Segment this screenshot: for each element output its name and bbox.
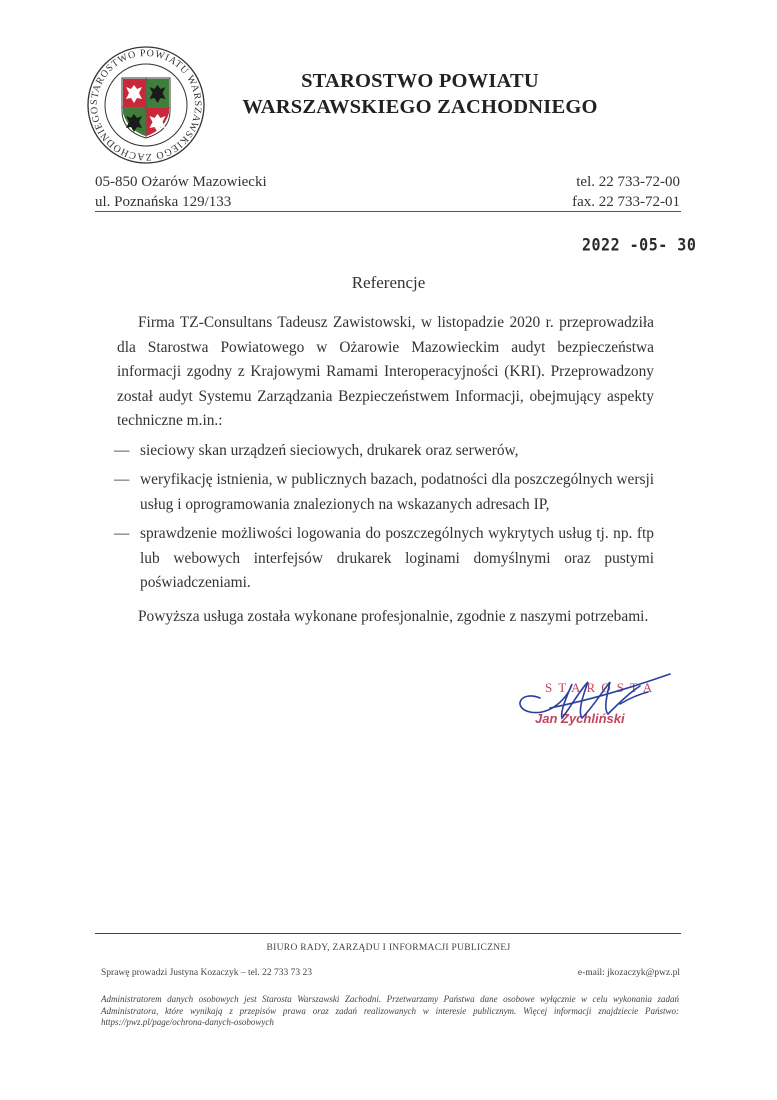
signatory-name: Jan Żychliński [535, 711, 625, 726]
list-item [114, 468, 654, 517]
footer-department: BIURO RADY, ZARZĄDU I INFORMACJI PUBLICZNEJ [266, 943, 511, 953]
seal-text: STAROSTWO POWIATU WARSZAWSKIEGO ZACHODNIEGO [88, 47, 204, 163]
privacy-notice: Administratorem danych osobowych jest Starosta Warszawski Zachodni. Przetwarzamy Państwa dane osobowe wyłącznie w celu wykonania zadań Administratora, które wynikają z przepisów prawa oraz zadań realizowanych w interesie publicznym. Więcej informacji znajdziecie Państwo: https://pwz.pl/page/ochrona-danych-osobowych [101, 994, 679, 1027]
audit-scope-list [114, 439, 654, 596]
list-item-text: sprawdzenie możliwości logowania do poszczególnych wykrytych usług tj. np. ftp lub webowych interfejsów drukarek loginami domyślnymi oraz pustymi poświadczeniami. [140, 525, 654, 591]
list-item [114, 439, 654, 464]
document-title: Referencje [351, 273, 426, 292]
address-line2: ul. Poznańska 129/133 [95, 194, 232, 210]
footer-handler: Sprawę prowadzi Justyna Kozaczyk – tel. 22 733 73 23 [101, 968, 313, 978]
shield-icon [122, 78, 170, 138]
phone-fax-block [572, 172, 680, 212]
stamp-title: STAROSTA [545, 680, 659, 695]
bullet-dash: — [114, 441, 130, 459]
list-item [114, 522, 654, 596]
phone-number: tel. 22 733-72-00 [576, 174, 680, 190]
letter-body [114, 311, 654, 629]
organization-name-line1: STAROSTWO POWIATU [301, 70, 539, 92]
intro-paragraph: Firma TZ-Consultans Tadeusz Zawistowski, w listopadzie 2020 r. przeprowadziła dla Starostwa Powiatowego w Ożarowie Mazowieckim audyt bezpieczeństwa informacji zgodny z Krajowymi Ramami Interoperacyjności (KRI). Przeprowadzony został audyt Systemu Zarządzania Bezpieczeństwem Informacji, obejmujący aspekty techniczne m.in.: [117, 314, 654, 429]
bullet-dash: — [114, 525, 130, 542]
postal-address [95, 172, 267, 212]
footer-divider [95, 933, 681, 934]
organization-name [205, 68, 635, 120]
county-seal-emblem [86, 45, 206, 165]
address-line1: 05-850 Ożarów Mazowiecki [95, 174, 267, 190]
list-item-text: sieciowy skan urządzeń sieciowych, drukarek oraz serwerów, [140, 441, 519, 459]
footer-email: e-mail: jkozaczyk@pwz.pl [577, 968, 680, 978]
header-divider [95, 211, 681, 212]
date-stamp: 2022 -05- 30 [582, 234, 697, 256]
bullet-dash: — [114, 471, 130, 488]
organization-name-line2: WARSZAWSKIEGO ZACHODNIEGO [242, 96, 598, 118]
list-item-text: weryfikację istnienia, w publicznych bazach, podatności dla poszczególnych wersji usług i oprogramowania znalezionych na wskazanych adresach IP, [140, 471, 654, 513]
signature-stamp [510, 668, 680, 738]
fax-number: fax. 22 733-72-01 [572, 194, 680, 210]
closing-paragraph: Powyższa usługa została wykonane profesjonalnie, zgodnie z naszymi potrzebami. [138, 607, 649, 625]
